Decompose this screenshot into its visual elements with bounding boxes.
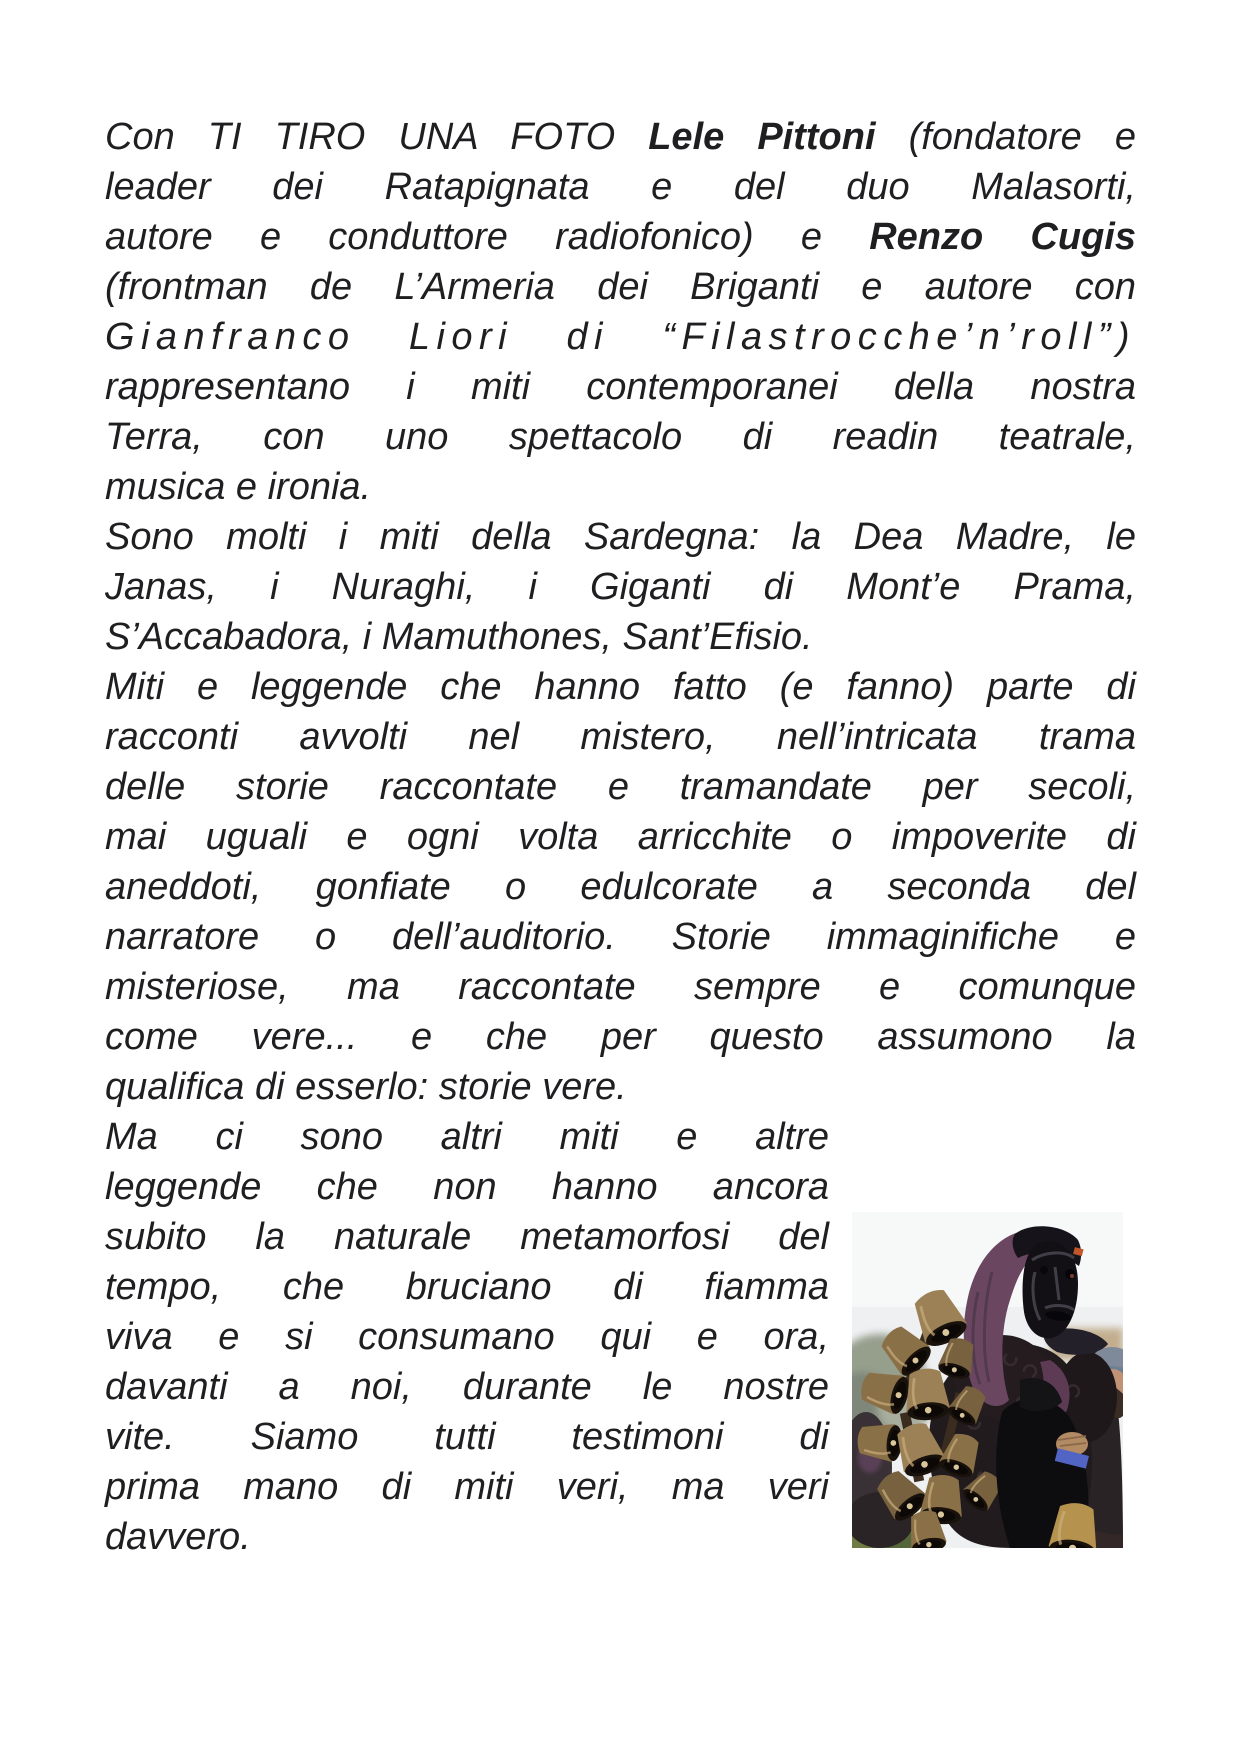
- text-segment: musica e ironia.: [105, 466, 372, 508]
- text-line: [105, 112, 1136, 162]
- paragraph-miti-e-leggende: [105, 662, 1136, 1112]
- text-segment: delle storie raccontate e tramandate per secoli,: [105, 766, 1136, 808]
- text-line: [105, 1412, 829, 1462]
- bold-text-segment: Lele Pittoni: [648, 116, 876, 158]
- text-segment: prima mano di miti veri, ma veri: [105, 1466, 829, 1508]
- text-segment: viva e si consumano qui e ora,: [105, 1316, 829, 1358]
- text-line: [105, 1012, 1136, 1062]
- paragraph-intro: [105, 112, 1136, 512]
- text-line: [105, 712, 1136, 762]
- text-line: [105, 612, 1136, 662]
- text-line: [105, 562, 1136, 612]
- text-line: [105, 1312, 829, 1362]
- text-line: [105, 912, 1136, 962]
- text-line: [105, 1112, 829, 1162]
- text-segment: racconti avvolti nel mistero, nell’intricata trama: [105, 716, 1136, 758]
- text-line: [105, 1062, 1136, 1112]
- text-line: [105, 1462, 829, 1512]
- photo-mask-eye: [1065, 1269, 1075, 1279]
- text-line: [105, 212, 1136, 262]
- paragraph-altri-miti: [105, 1112, 829, 1562]
- text-segment: leggende che non hanno ancora: [105, 1166, 829, 1208]
- photo-mask-eye-2: [1040, 1266, 1048, 1274]
- bold-text-segment: Renzo Cugis: [869, 216, 1136, 258]
- text-segment: aneddoti, gonfiate o edulcorate a seconda del: [105, 866, 1136, 908]
- text-line: [105, 512, 1136, 562]
- text-segment: qualifica di esserlo: storie vere.: [105, 1066, 627, 1108]
- text-line: [105, 1262, 829, 1312]
- text-segment: Ma ci sono altri miti e altre: [105, 1116, 829, 1158]
- text-segment: davanti a noi, durante le nostre: [105, 1366, 829, 1408]
- text-segment: S’Accabadora, i Mamuthones, Sant’Efisio.: [105, 616, 813, 658]
- text-line: [105, 162, 1136, 212]
- text-segment: Con TI TIRO UNA FOTO: [105, 116, 649, 158]
- text-segment: vite. Siamo tutti testimoni di: [105, 1416, 829, 1458]
- text-line: [105, 1162, 829, 1212]
- text-segment: rappresentano i miti contemporanei della nostra: [105, 366, 1136, 408]
- text-line: [105, 862, 1136, 912]
- text-line: [105, 312, 1136, 362]
- text-line: [105, 812, 1136, 862]
- text-segment: (fondatore e: [875, 116, 1136, 158]
- mamuthone-photo: [852, 1212, 1123, 1548]
- text-segment: tempo, che bruciano di fiamma: [105, 1266, 829, 1308]
- text-segment: autore e conduttore radiofonico) e: [105, 216, 870, 258]
- text-line: [105, 1512, 829, 1562]
- text-segment: Miti e leggende che hanno fatto (e fanno) parte di: [105, 666, 1136, 708]
- text-line: [105, 1362, 829, 1412]
- text-line: [105, 462, 1136, 512]
- text-segment: Sono molti i miti della Sardegna: la Dea Madre, le: [105, 516, 1136, 558]
- text-line: [105, 412, 1136, 462]
- text-line: [105, 662, 1136, 712]
- text-segment: narratore o dell’auditorio. Storie immaginifiche e: [105, 916, 1136, 958]
- photo-mask-eye-glint: [1070, 1274, 1074, 1278]
- text-line: [105, 362, 1136, 412]
- text-line: [105, 262, 1136, 312]
- text-segment: subito la naturale metamorfosi del: [105, 1216, 829, 1258]
- text-segment: Terra, con uno spettacolo di readin teatrale,: [105, 416, 1136, 458]
- paragraph-miti-della-sardegna: [105, 512, 1136, 662]
- mamuthone-photo-svg: [852, 1212, 1123, 1548]
- text-segment: (frontman de L’Armeria dei Briganti e autore con: [105, 266, 1136, 308]
- text-line: [105, 962, 1136, 1012]
- text-line: [105, 1212, 829, 1262]
- text-segment: Gianfranco Liori di “Filastrocche’n’roll”): [105, 316, 1136, 358]
- text-segment: come vere... e che per questo assumono la: [105, 1016, 1136, 1058]
- text-line: [105, 762, 1136, 812]
- text-segment: leader dei Ratapignata e del duo Malasorti,: [105, 166, 1136, 208]
- text-segment: Janas, i Nuraghi, i Giganti di Mont’e Prama,: [105, 566, 1136, 608]
- text-segment: misteriose, ma raccontate sempre e comunque: [105, 966, 1136, 1008]
- text-segment: mai uguali e ogni volta arricchite o impoverite di: [105, 816, 1136, 858]
- text-segment: davvero.: [105, 1516, 251, 1558]
